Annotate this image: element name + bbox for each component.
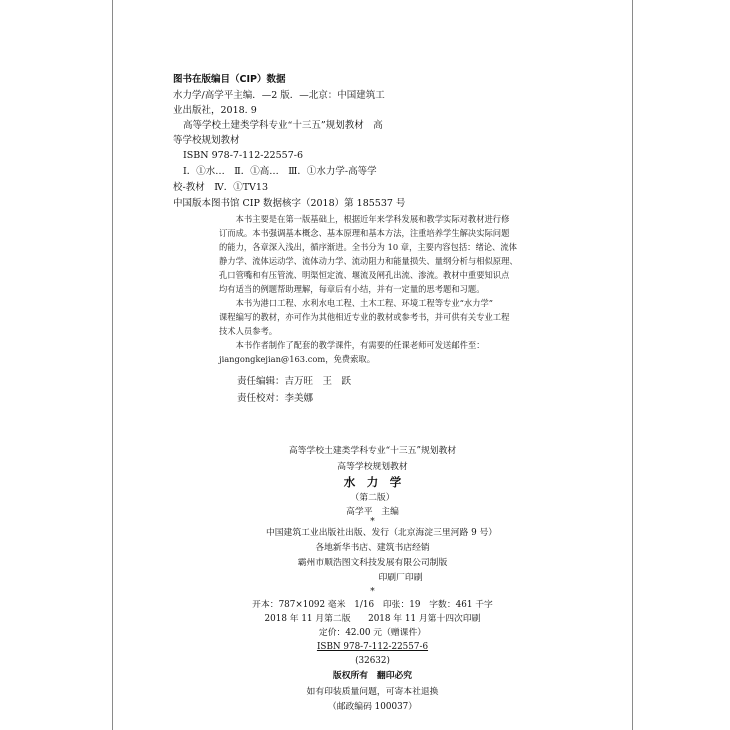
series-title: 高等学校土建类学科专业“十三五”规划教材 (288, 446, 457, 456)
cip-line: 水力学/高学平主编．—2 版．—北京：中国建筑工 (173, 90, 385, 101)
summary-line: 静力学、流体运动学、流体动力学、流动阻力和能量损失、量纲分析与相似原理、 (219, 256, 518, 266)
postal-code-line: （邮政编码 100037） (327, 702, 418, 712)
series-subtitle: 高等学校规划教材 (337, 462, 408, 472)
summary-line: 的能力，各章深入浅出，循序渐进。全书分为 10 章，主要内容包括：绪论、流体 (219, 242, 517, 252)
cip-data-number: 中国版本图书馆 CIP 数据核字（2018）第 185537 号 (173, 198, 406, 209)
typesetter-line: 霸州市顺浩图文科技发展有限公司制版 (297, 558, 448, 568)
format-line: 开本：787×1092 毫米 1/16 印张：19 字数：461 千字 (252, 600, 493, 610)
summary-email-line: jiangongkejian@163.com，免费索取。 (219, 354, 375, 364)
divider-star: * (370, 517, 375, 527)
responsible-proofreader: 责任校对：李美娜 (237, 393, 314, 404)
book-author: 高学平 主编 (346, 507, 399, 517)
copyright-page (112, 0, 633, 730)
summary-line: 本书作者制作了配套的教学课件，有需要的任课老师可发送邮件至： (219, 340, 485, 350)
return-policy-line: 如有印装质量问题，可寄本社退换 (306, 687, 439, 697)
cip-isbn: ISBN 978-7-112-22557-6 (183, 150, 303, 161)
isbn-line: ISBN 978-7-112-22557-6 (316, 642, 429, 652)
book-edition: （第二版） (350, 493, 395, 503)
book-title: 水 力 学 (343, 475, 402, 489)
summary-line: 本书主要是在第一版基础上，根据近年来学科发展和教学实际对教材进行修 (219, 214, 510, 224)
cip-line: 等学校规划教材 (173, 135, 240, 146)
printing-line: 2018 年 11 月第二版 2018 年 11 月第十四次印刷 (264, 614, 481, 624)
cip-line: 高等学校土建类学科专业“十三五”规划教材 高 (183, 120, 383, 131)
printer-line: 印刷厂印刷 (378, 573, 423, 583)
summary-line: 订而成。本书强调基本概念、基本原理和基本方法，注重培养学生解决实际问题 (219, 228, 510, 238)
summary-line: 课程编写的教材，亦可作为其他相近专业的教材或参考书，并可供有关专业工程 (219, 312, 510, 322)
distributor-line: 各地新华书店、建筑书店经销 (315, 543, 430, 553)
summary-line: 孔口管嘴和有压管流、明渠恒定流、堰流及闸孔出流、渗流。教材中重要知识点 (219, 270, 510, 280)
summary-line: 均有适当的例题帮助理解，每章后有小结，并有一定量的思考题和习题。 (219, 284, 485, 294)
responsible-editor: 责任编辑：吉万旺 王 跃 (237, 376, 352, 387)
cip-line: 校-教材 Ⅳ．①TV13 (173, 182, 268, 193)
cip-line: 业出版社，2018. 9 (173, 105, 257, 116)
price-line: 定价：42.00 元（赠课件） (318, 628, 427, 638)
cip-heading: 图书在版编目（CIP）数据 (173, 74, 286, 85)
rights-line: 版权所有 翻印必究 (332, 671, 413, 681)
cip-line: Ⅰ．①水… Ⅱ．①高… Ⅲ．①水力学-高等学 (183, 166, 377, 177)
summary-line: 技术人员参考。 (219, 326, 278, 336)
publisher-line: 中国建筑工业出版社出版、发行（北京海淀三里河路 9 号） (265, 528, 498, 538)
book-code: (32632) (355, 656, 390, 666)
summary-line: 本书为港口工程、水利水电工程、土木工程、环境工程等专业“水力学” (219, 298, 493, 308)
divider-star: * (370, 587, 375, 597)
